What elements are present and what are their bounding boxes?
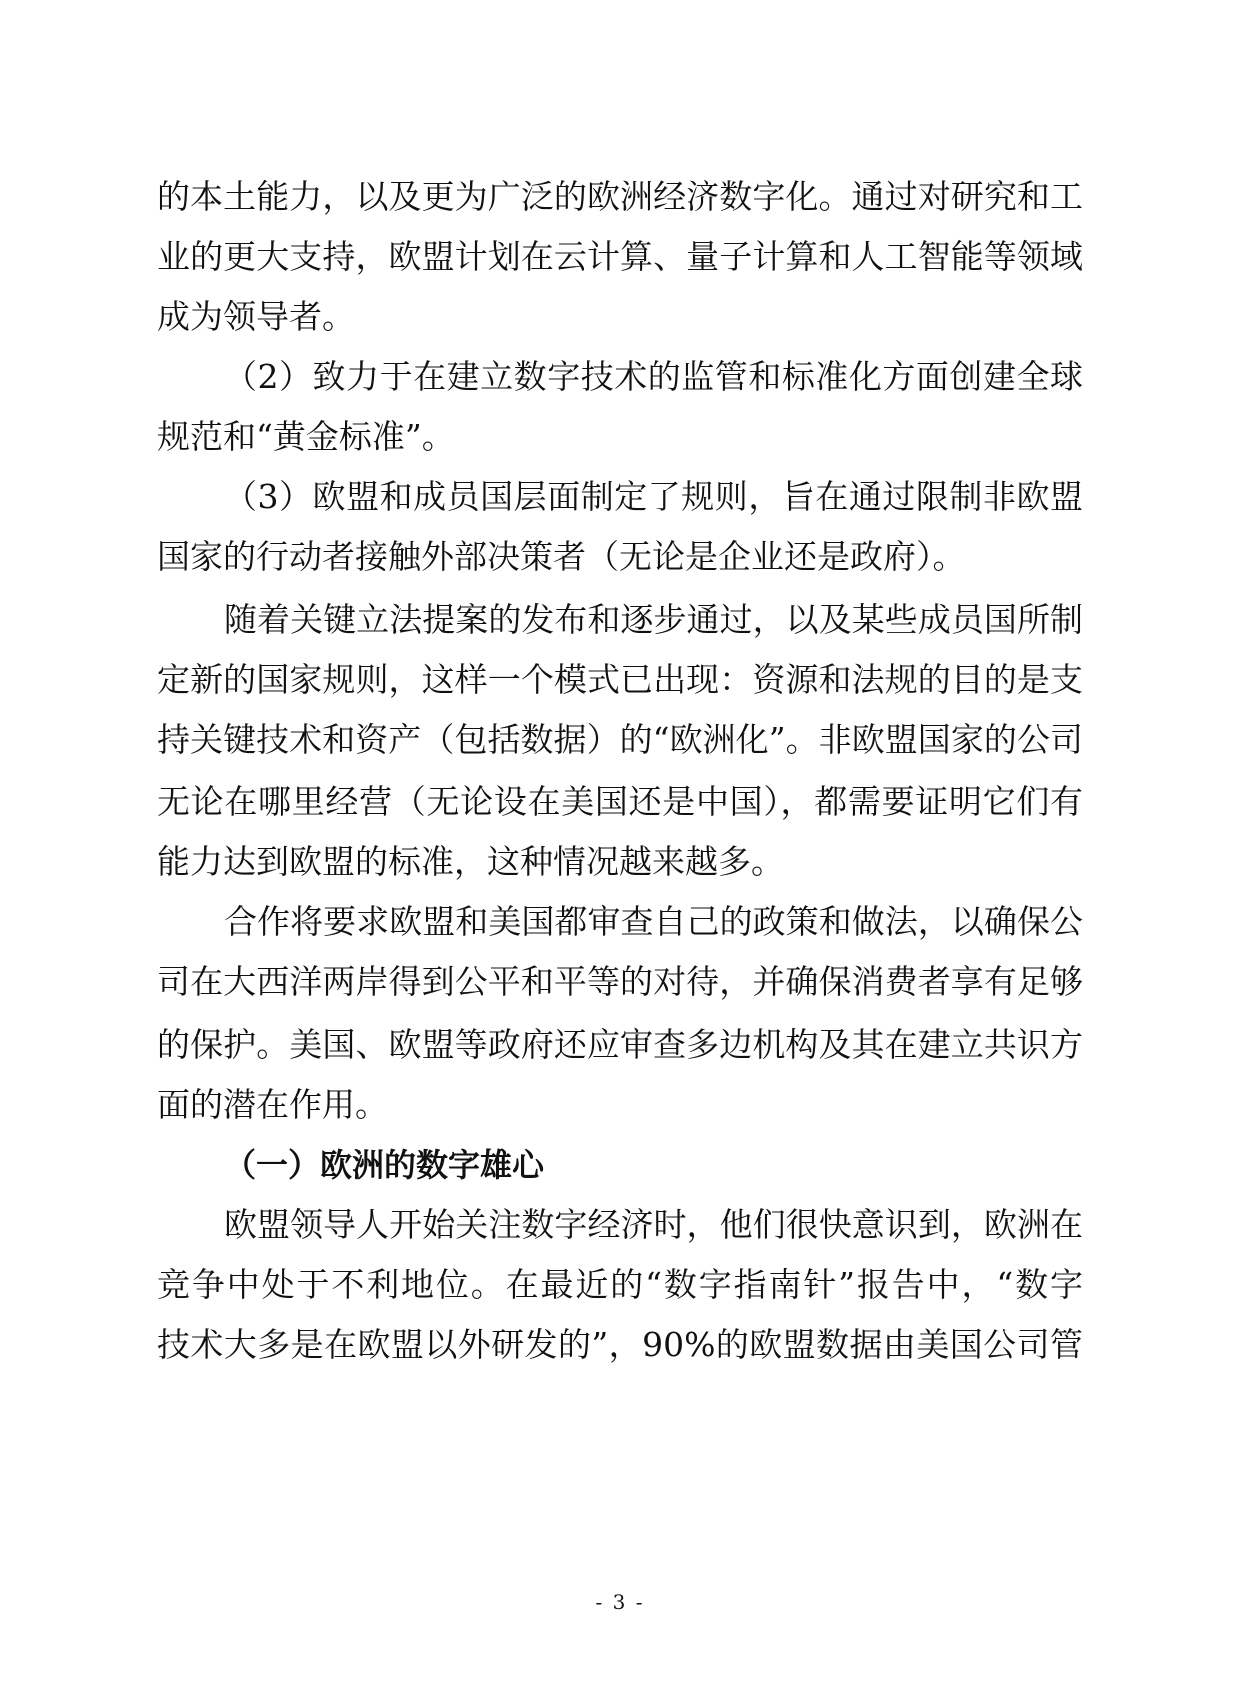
text-line: 规范和“黄金标准”。 — [157, 417, 455, 456]
list-item-2: （2）致力于在建立数字技术的监管和标准化方面创建全球 — [224, 357, 1083, 396]
text-line: 持关键技术和资产（包括数据）的“欧洲化”。非欧盟国家的公司 — [157, 720, 1083, 759]
page-number: - 3 - — [595, 1590, 645, 1614]
text-line: 成为领导者。 — [157, 297, 355, 336]
paragraph-start: 合作将要求欧盟和美国都审查自己的政策和做法，以确保公 — [224, 902, 1083, 941]
text-line: 竞争中处于不利地位。在最近的“数字指南针”报告中，“数字 — [157, 1265, 1083, 1304]
text-line: 定新的国家规则，这样一个模式已出现：资源和法规的目的是支 — [157, 660, 1083, 699]
text-line: 的本土能力，以及更为广泛的欧洲经济数字化。通过对研究和工 — [157, 177, 1083, 216]
list-item-3: （3）欧盟和成员国层面制定了规则，旨在通过限制非欧盟 — [224, 477, 1083, 516]
text-line: 业的更大支持，欧盟计划在云计算、量子计算和人工智能等领域 — [157, 237, 1083, 276]
text-line: 面的潜在作用。 — [157, 1085, 388, 1124]
text-line: 的保护。美国、欧盟等政府还应审查多边机构及其在建立共识方 — [157, 1025, 1083, 1064]
paragraph-start: 随着关键立法提案的发布和逐步通过，以及某些成员国所制 — [224, 600, 1083, 639]
text-line: 能力达到欧盟的标准，这种情况越来越多。 — [157, 842, 784, 881]
text-line: 无论在哪里经营（无论设在美国还是中国），都需要证明它们有 — [157, 782, 1083, 821]
paragraph-start: 欧盟领导人开始关注数字经济时，他们很快意识到，欧洲在 — [224, 1205, 1083, 1244]
text-line: 司在大西洋两岸得到公平和平等的对待，并确保消费者享有足够 — [157, 962, 1083, 1001]
text-line: 技术大多是在欧盟以外研发的”，90%的欧盟数据由美国公司管 — [157, 1325, 1083, 1364]
section-heading: （一）欧洲的数字雄心 — [224, 1146, 545, 1184]
text-line: 国家的行动者接触外部决策者（无论是企业还是政府）。 — [157, 537, 966, 576]
